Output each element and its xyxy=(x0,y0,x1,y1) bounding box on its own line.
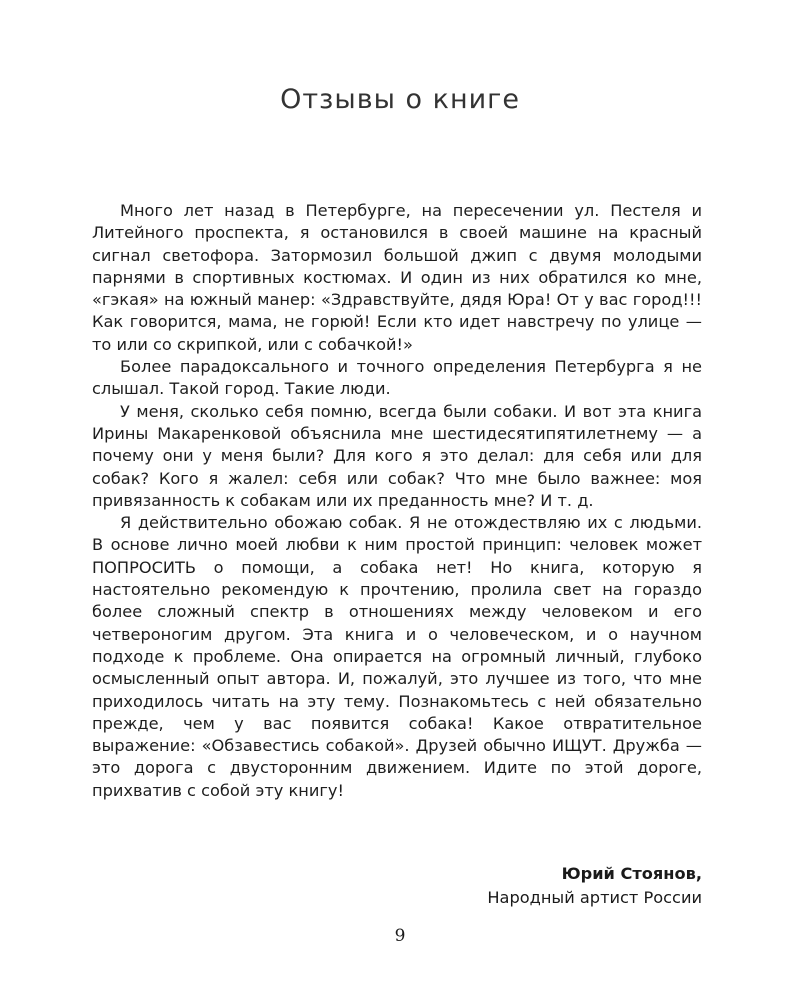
paragraph-2: Более парадоксального и точного определения Петербурга я не слышал. Такой город. Такие люди. xyxy=(92,357,702,399)
page-title: Отзывы о книге xyxy=(280,84,520,115)
signature-role: Народный артист России xyxy=(487,888,702,907)
paragraph-3: У меня, сколько себя помню, всегда были собаки. И вот эта книга Ирины Макаренковой объяснила мне шестидесятипятилетнему — а почему они у меня были? Для кого я это делал: для себя или для собак? Кого я жалел: себя или собак? Что мне было важнее: моя привязанность к собакам или их преданность мне? И т. д. xyxy=(92,401,702,510)
paragraph-1: Много лет назад в Петербурге, на пересечении ул. Пестеля и Литейного проспекта, я остановился в своей машине на красный сигнал светофора. Затормозил большой джип с двумя молодыми парнями в спортивных костюмах. И один из них обратился ко мне, «гэкая» на южный манер: «Здравствуйте, дядя Юра! От у вас город!!! Как говорится, мама, не горюй! Если кто идет навстречу по улице — то или со скрипкой, или с собачкой!» xyxy=(92,201,702,354)
paragraph-4: Я действительно обожаю собак. Я не отождествляю их с людьми. В основе лично моей любви к ним простой принцип: человек может ПОПРОСИТЬ о помощи, а собака нет! Но книга, которую я настоятельно рекомендую к прочтению, пролила свет на гораздо более сложный спектр в отношениях между человеком и его четвероногим другом. Эта книга и о человеческом, и о научном подходе к проблеме. Она опирается на огромный личный, глубоко осмысленный опыт автора. И, пожалуй, это лучшее из того, что мне приходилось читать на эту тему. Познакомьтесь с ней обязательно прежде, чем у вас появится собака! Какое отвратительное выражение: «Обзавестись собакой». Друзей обычно ИЩУТ. Дружба — это дорога с двусторонним движением. Идите по этой дороге, прихватив с собой эту книгу! xyxy=(92,513,702,800)
signature xyxy=(487,862,702,910)
signature-name: Юрий Стоянов, xyxy=(561,864,702,883)
review-text xyxy=(92,200,702,802)
page-number: 9 xyxy=(394,926,406,946)
